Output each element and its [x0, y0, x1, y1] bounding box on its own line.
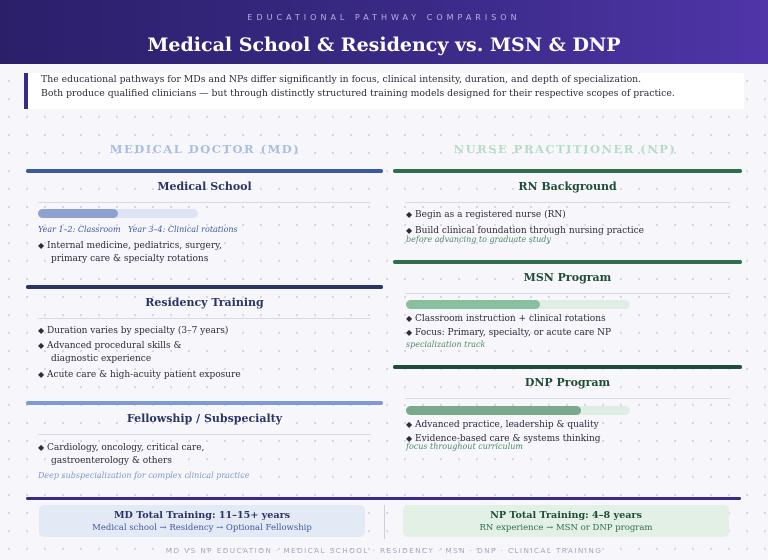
bullet-diamond-icon: ◆	[406, 328, 413, 337]
md-column-title: MEDICAL DOCTOR (MD)	[109, 142, 301, 156]
intro-line-1: The educational pathways for MDs and NPs differ significantly in focus, clinical intensity, duration, and depth of specialization.	[41, 74, 642, 85]
md-medical-school-progress-fill	[38, 209, 118, 218]
eyebrow-label: EDUCATIONAL PATHWAY COMPARISON	[247, 13, 521, 22]
np-dnp-accent-bar	[393, 365, 742, 369]
bullet-diamond-icon: ◆	[38, 370, 45, 379]
md-medical-school-accent-bar	[26, 169, 383, 173]
bullet-diamond-icon: ◆	[406, 314, 413, 323]
np-msn-progress-fill	[406, 300, 540, 309]
divider	[405, 202, 730, 203]
md-medical-school-card	[26, 169, 383, 279]
np-dnp-bullet-1: ◆ Advanced practice, leadership & quality	[406, 420, 599, 430]
md-total-box	[39, 505, 365, 537]
np-msn-bullet-1: ◆ Classroom instruction + clinical rotations	[406, 314, 606, 324]
intro-callout	[24, 73, 744, 109]
footer-separator	[384, 505, 385, 539]
np-rn-card	[393, 169, 742, 257]
md-residency-accent-bar	[26, 285, 383, 289]
np-total-title: NP Total Training: 4–8 years	[490, 510, 642, 521]
md-residency-card	[26, 285, 383, 397]
np-msn-progress-track	[406, 300, 630, 309]
np-rn-note: before advancing to graduate study	[406, 235, 551, 244]
md-residency-bullet-2: ◆ Advanced procedural skills & diagnostic experience	[38, 341, 182, 364]
np-dnp-progress-fill	[406, 406, 581, 415]
np-dnp-progress-track	[406, 406, 630, 415]
divider	[38, 202, 371, 203]
np-dnp-card	[393, 365, 742, 465]
np-column-title: NURSE PRACTITIONER (NP)	[453, 142, 677, 156]
md-classroom-label: Year 1–2: Classroom	[38, 225, 121, 234]
page-title: Medical School & Residency vs. MSN & DNP	[147, 34, 621, 56]
divider	[38, 318, 371, 319]
md-residency-bullet-1: ◆ Duration varies by specialty (3–7 years)	[38, 326, 229, 336]
md-medical-school-bullet: ◆ Internal medicine, pediatrics, surgery, primary care & specialty rotations	[38, 241, 222, 264]
md-total-subtitle: Medical school → Residency → Optional Fellowship	[92, 523, 312, 533]
np-msn-title: MSN Program	[523, 271, 612, 284]
md-fellowship-note: Deep subspecialization for complex clinical practice	[38, 471, 250, 480]
md-fellowship-accent-bar	[26, 401, 383, 405]
bullet-diamond-icon: ◆	[38, 341, 45, 350]
bullet-diamond-icon: ◆	[406, 210, 413, 219]
np-rn-bullet-1: ◆ Begin as a registered nurse (RN)	[406, 210, 566, 220]
np-dnp-title: DNP Program	[524, 376, 611, 389]
bullet-diamond-icon: ◆	[406, 434, 413, 443]
np-msn-bullet-2: ◆ Focus: Primary, specialty, or acute care NP	[406, 328, 612, 338]
np-rn-accent-bar	[393, 169, 742, 173]
np-rn-title: RN Background	[518, 180, 617, 193]
md-fellowship-bullet: ◆ Cardiology, oncology, critical care, gastroenterology & others	[38, 443, 205, 466]
bullet-diamond-icon: ◆	[406, 420, 413, 429]
bullet-diamond-icon: ◆	[38, 326, 45, 335]
header-banner	[0, 0, 768, 64]
np-msn-card	[393, 260, 742, 360]
bullet-diamond-icon: ◆	[406, 226, 413, 235]
md-medical-school-progress-track	[38, 209, 198, 218]
divider	[405, 398, 730, 399]
bottom-caption: MD VS NP EDUCATION · MEDICAL SCHOOL · RESIDENCY · MSN · DNP · CLINICAL TRAINING	[165, 546, 603, 555]
np-rn-bullet-2: ◆ Build clinical foundation through nursing practice	[406, 226, 644, 236]
md-fellowship-title: Fellowship / Subspecialty	[126, 412, 283, 425]
md-total-title: MD Total Training: 11–15+ years	[113, 510, 291, 521]
md-residency-title: Residency Training	[145, 296, 264, 309]
bullet-diamond-icon: ◆	[38, 443, 45, 452]
md-fellowship-card	[26, 401, 383, 491]
np-dnp-note: focus throughout curriculum	[406, 442, 523, 451]
np-total-subtitle: RN experience → MSN or DNP program	[479, 523, 653, 533]
np-msn-accent-bar	[393, 260, 742, 264]
footer-divider	[26, 497, 741, 500]
bullet-diamond-icon: ◆	[38, 241, 45, 250]
np-dnp-bullet-2: ◆ Evidence-based care & systems thinking	[406, 434, 601, 444]
intro-line-2: Both produce qualified clinicians — but through distinctly structured training models designed for their respective scopes of practice.	[41, 88, 675, 99]
np-total-box	[403, 505, 729, 537]
md-clinical-label: Year 3–4: Clinical rotations	[128, 225, 238, 234]
divider	[405, 293, 730, 294]
np-msn-note: specialization track	[406, 340, 486, 349]
md-medical-school-title: Medical School	[157, 180, 252, 193]
md-residency-bullet-3: ◆ Acute care & high-acuity patient exposure	[38, 370, 241, 380]
divider	[38, 434, 371, 435]
